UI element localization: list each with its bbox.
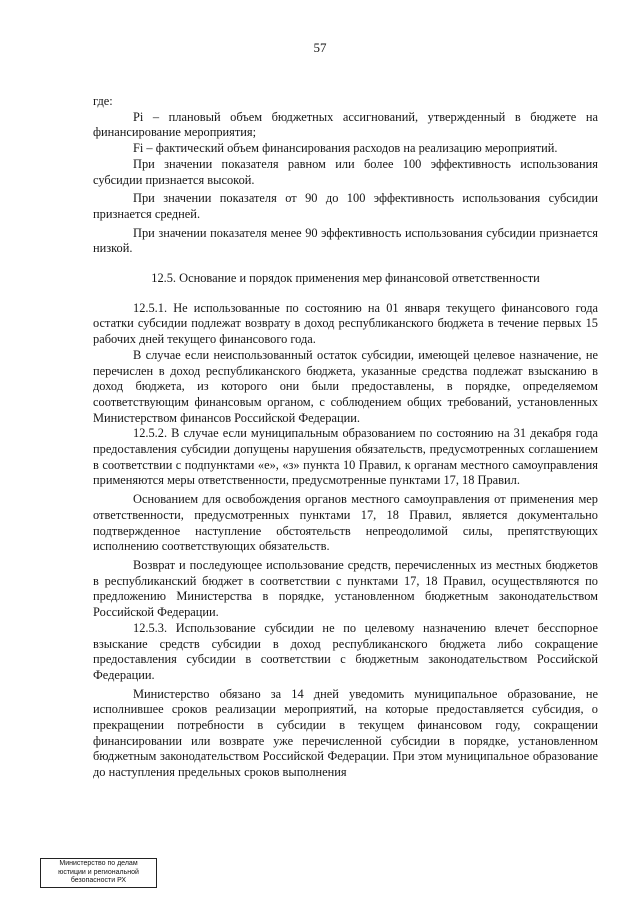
paragraph-where: где: (93, 94, 113, 108)
paragraph-high-efficiency: При значении показателя равном или более 100 эффективность использования субсидии признается высокой. (93, 156, 598, 187)
paragraph-pi-definition: Pi – плановый объем бюджетных ассигнований, утвержденный в бюджете на финансирование мероприятия; (93, 109, 598, 140)
stamp-line-1: Министерство по делам (59, 860, 138, 867)
paragraph-medium-efficiency: При значении показателя от 90 до 100 эффективность использования субсидии признается средней. (93, 191, 598, 221)
paragraph-low-efficiency: При значении показателя менее 90 эффективность использования субсидии признается низкой. (93, 225, 598, 256)
paragraph-return-funds: Возврат и последующее использование средств, перечисленных из местных бюджетов в республиканский бюджет в соответствии с пунктами 17, 18 Правил, осуществляются по предложению Министерства в порядке, установленном бюджетным законодательством Российской Федерации. (93, 557, 598, 620)
paragraph-ministry-notice: Министерство обязано за 14 дней уведомить муниципальное образование, не исполнившее сроков реализации мероприятий, на которые предоставляется субсидия, о прекращении потребности в субсидии в текущем финансовом году, сокращении финансировании или возврате уже перечисленной субсидии в порядке, установленном бюджетным законодательством Российской Федерации. При этом муниципальное образование до наступления предельных сроков выполнения (93, 686, 598, 780)
stamp-line-3: безопасности РХ (70, 877, 127, 884)
paragraph-release-grounds: Основанием для освобождения органов местного самоуправления от применения мер ответственности, предусмотренных пунктами 17, 18 Правил, является документально подтвержденное наступление обстоятельств непреодолимой силы, препятствующих исполнению соответствующих обязательств. (93, 492, 598, 554)
paragraph-12-5-3: 12.5.3. Использование субсидии не по целевому назначению влечет бесспорное взыскание средств субсидии в доход республиканского бюджета либо сокращение предоставления субсидии в соответствии с бюджетным законодательством Российской Федерации. (93, 620, 598, 682)
page-number: 57 (313, 40, 327, 55)
paragraph-fi-definition: Fi – фактический объем финансирования расходов на реализацию мероприятий. (133, 141, 558, 156)
paragraph-12-5-1: 12.5.1. Не использованные по состоянию на 01 января текущего финансового года остатки субсидии подлежат возврату в доход республиканского бюджета в течение первых 15 рабочих дней текущего финансового года. (93, 300, 598, 347)
paragraph-12-5-2: 12.5.2. В случае если муниципальным образованием по состоянию на 31 декабря года предоставления субсидии допущены нарушения обязательств, предусмотренных соглашением в соответствии с подпунктами «е», «з» пункта 10 Правил, к органам местного самоуправления применяются меры ответственности, предусмотренные пунктами 17, 18 Правил. (93, 426, 598, 488)
section-heading: 12.5. Основание и порядок применения мер финансовой ответственности (151, 271, 540, 286)
registration-stamp (40, 858, 157, 888)
document-body (93, 94, 598, 781)
paragraph-unused-balance: В случае если неиспользованный остаток субсидии, имеющей целевое назначение, не перечислен в доход республиканского бюджета, указанные средства подлежат взысканию в доход бюджета, из которого они были предоставлены, в порядке, определяемом соответствующим финансовым органом, с соблюдением общих требований, установленных Министерством финансов Российской Федерации. (93, 347, 598, 425)
stamp-line-2: юстиции и региональной (58, 868, 139, 876)
